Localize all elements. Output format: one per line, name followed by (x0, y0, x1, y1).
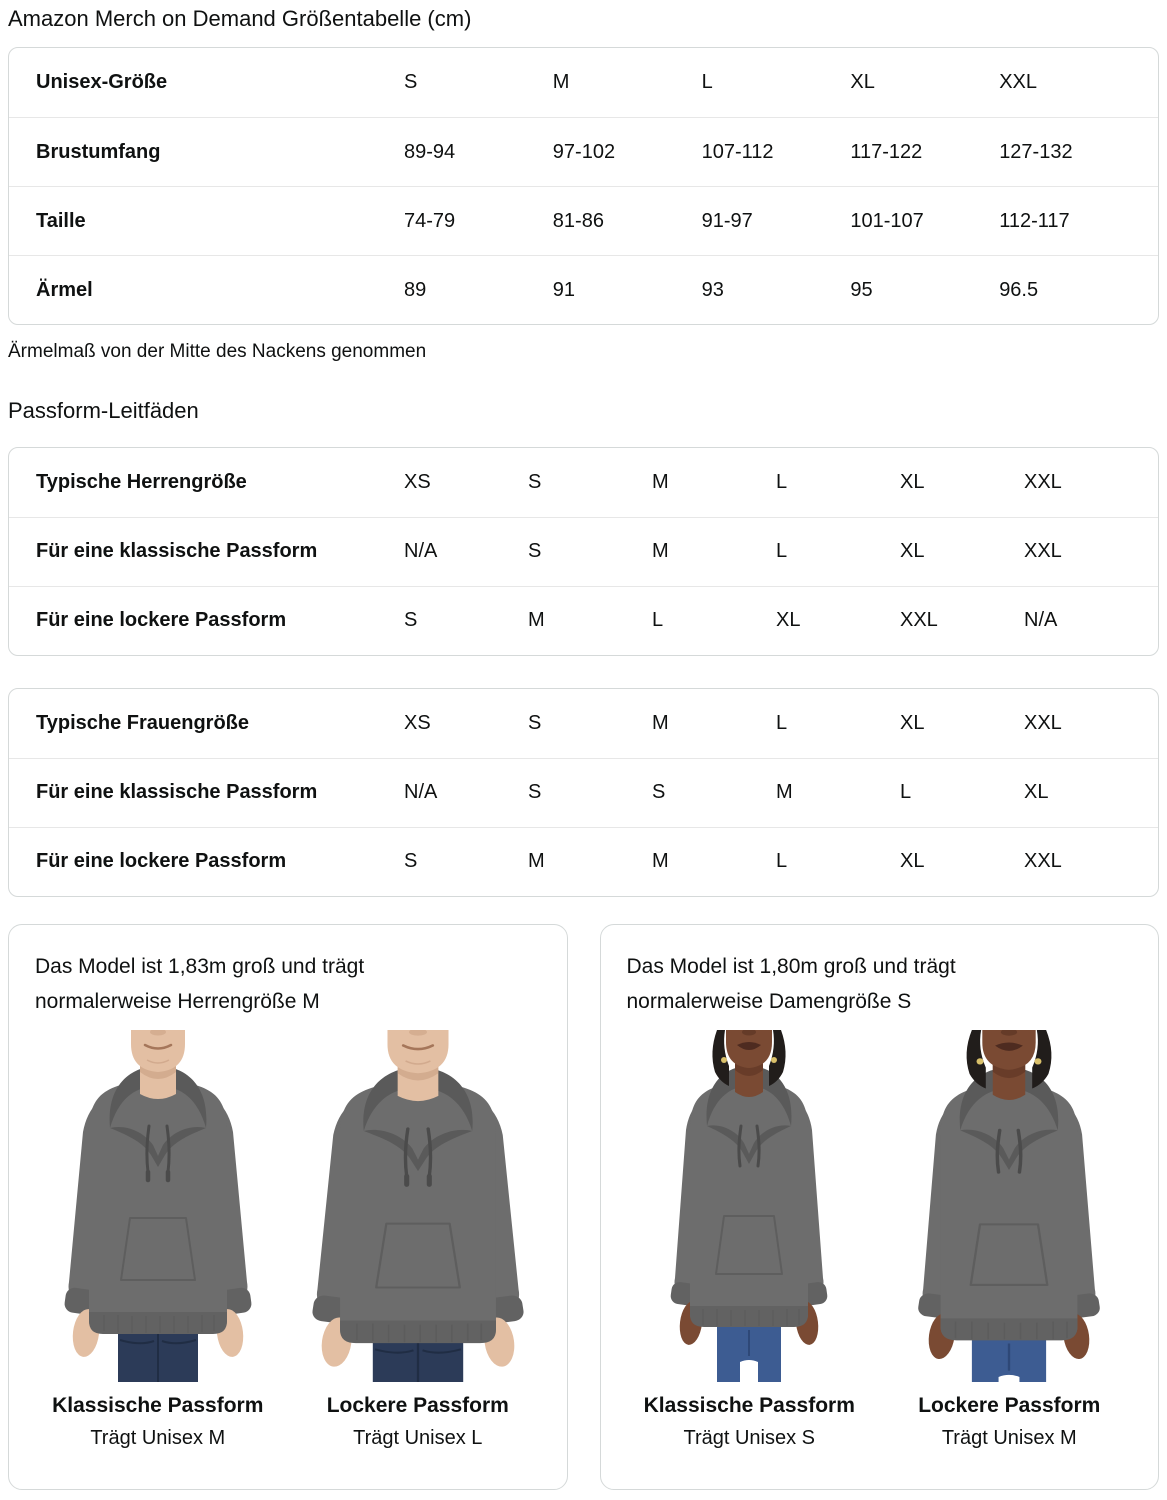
photo-column (32, 1030, 284, 1450)
size-cell: M (652, 711, 669, 734)
wears-size: Trägt Unisex L (353, 1426, 483, 1449)
row-label: Typische Herrengröße (36, 470, 247, 493)
row-label: Unisex-Größe (36, 71, 168, 94)
table-row (9, 758, 1158, 827)
fit-table-men (8, 447, 1159, 656)
size-cell: L (900, 781, 912, 804)
model-card-women (600, 924, 1160, 1490)
size-cell: 101-107 (850, 209, 924, 232)
table-row (9, 517, 1158, 586)
size-cell: XL (900, 470, 925, 493)
fit-label: Klassische Passform (52, 1393, 264, 1417)
model-photo-woman-loose (883, 1030, 1135, 1382)
row-label: Typische Frauengröße (36, 711, 250, 734)
size-cell: S (404, 609, 418, 632)
size-cell: XXL (1024, 540, 1062, 563)
size-cell: M (652, 540, 669, 563)
row-label: Für eine lockere Passform (36, 850, 287, 873)
size-cell: S (528, 470, 542, 493)
photo-column (292, 1030, 544, 1450)
size-cell: 117-122 (850, 140, 923, 163)
table-row (9, 689, 1158, 758)
size-cell: 89 (404, 278, 427, 301)
model-photo-man-loose (292, 1030, 544, 1382)
size-cell: L (776, 470, 788, 493)
size-cell: XS (404, 711, 431, 734)
size-cell: XL (850, 71, 875, 94)
size-cell: XL (900, 540, 925, 563)
table-row (9, 827, 1158, 896)
wears-size: Trägt Unisex S (683, 1426, 816, 1449)
size-cell: 91 (552, 278, 576, 301)
table-row (9, 48, 1158, 117)
size-cell: XXL (900, 609, 938, 632)
size-cell: L (701, 71, 713, 94)
size-cell: M (652, 470, 669, 493)
model-photos (621, 1030, 1139, 1450)
size-cell: 95 (850, 278, 873, 301)
model-card-men (8, 924, 568, 1490)
size-cell: S (528, 781, 542, 804)
size-cell: M (776, 781, 793, 804)
table-row (9, 117, 1158, 186)
size-cell: S (404, 850, 418, 873)
fit-guides-title: Passform-Leitfäden (8, 398, 199, 424)
size-cell: M (552, 71, 570, 94)
row-label: Taille (36, 209, 86, 232)
wears-size: Trägt Unisex M (941, 1426, 1077, 1449)
size-cell: M (652, 850, 669, 873)
row-label: Für eine lockere Passform (36, 609, 287, 632)
wears-size: Trägt Unisex M (90, 1426, 226, 1449)
model-description: Das Model ist 1,80m groß und trägt normalerweise Damengröße S (626, 954, 956, 1014)
page-title: Amazon Merch on Demand Größentabelle (cm) (8, 6, 472, 31)
row-label: Brustumfang (36, 140, 161, 163)
size-cell: XXL (999, 71, 1037, 94)
size-cell: L (776, 711, 788, 734)
table-row (9, 586, 1158, 655)
size-cell: XXL (1024, 850, 1062, 873)
size-cell: N/A (404, 540, 438, 563)
size-cell: 96.5 (999, 278, 1039, 301)
size-cell: L (652, 609, 664, 632)
model-description: Das Model ist 1,83m groß und trägt normalerweise Herrengröße M (35, 954, 365, 1014)
size-cell: 127-132 (999, 140, 1073, 163)
table-row (9, 255, 1158, 324)
fit-label: Lockere Passform (326, 1393, 509, 1417)
fit-label: Lockere Passform (918, 1393, 1101, 1417)
model-photos (29, 1030, 547, 1450)
size-cell: XXL (1024, 470, 1062, 493)
size-cell: S (404, 71, 418, 94)
size-cell: 93 (701, 278, 724, 301)
size-cell: S (528, 540, 542, 563)
model-cards (8, 924, 1159, 1490)
photo-column (623, 1030, 875, 1450)
sleeve-measure-note: Ärmelmaß von der Mitte des Nackens genommen (8, 341, 427, 363)
fit-table-women (8, 688, 1159, 897)
size-cell: XXL (1024, 711, 1062, 734)
size-cell: 89-94 (404, 140, 456, 163)
size-cell: 97-102 (552, 140, 616, 163)
size-cell: XL (776, 609, 801, 632)
photo-column (883, 1030, 1135, 1450)
size-cell: 107-112 (701, 140, 774, 163)
size-cell: L (776, 540, 788, 563)
size-cell: M (528, 609, 545, 632)
measurements-table (8, 47, 1159, 325)
row-label: Für eine klassische Passform (36, 781, 318, 804)
size-cell: S (528, 711, 542, 734)
row-label: Für eine klassische Passform (36, 540, 318, 563)
size-cell: 74-79 (404, 209, 456, 232)
size-cell: M (528, 850, 545, 873)
size-cell: 112-117 (999, 209, 1070, 232)
table-row (9, 186, 1158, 255)
model-photo-man-classic (32, 1030, 284, 1382)
size-cell: XL (900, 850, 925, 873)
size-cell: S (652, 781, 666, 804)
size-cell: XL (1024, 781, 1049, 804)
size-cell: N/A (1024, 609, 1058, 632)
table-row (9, 448, 1158, 517)
fit-label: Klassische Passform (643, 1393, 855, 1417)
model-photo-woman-classic (623, 1030, 875, 1382)
size-cell: N/A (404, 781, 438, 804)
row-label: Ärmel (36, 278, 93, 301)
size-cell: L (776, 850, 788, 873)
size-cell: 81-86 (552, 209, 604, 232)
size-cell: 91-97 (701, 209, 753, 232)
size-cell: XS (404, 470, 431, 493)
size-cell: XL (900, 711, 925, 734)
